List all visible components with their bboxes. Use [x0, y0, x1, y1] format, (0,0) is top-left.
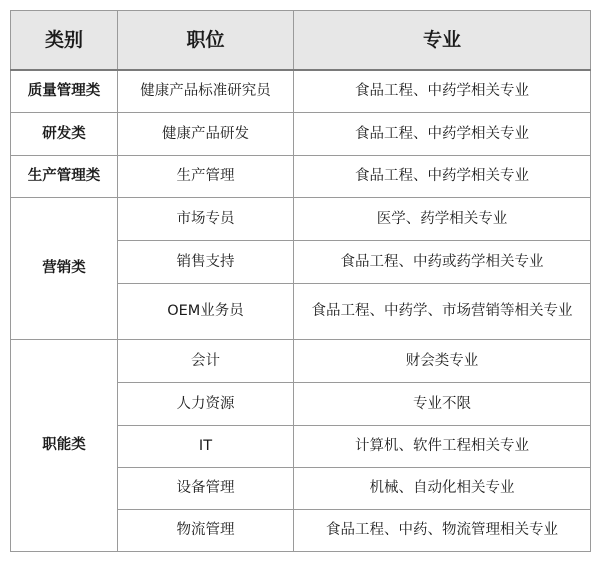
table-row: [11, 339, 591, 382]
table-header-row: [11, 11, 591, 71]
position-cell: OEM业务员: [118, 283, 294, 339]
major-cell: 计算机、软件工程相关专业: [294, 425, 591, 467]
header-position: 职位: [118, 11, 294, 71]
major-cell: 食品工程、中药、物流管理相关专业: [294, 509, 591, 551]
category-cell: 营销类: [11, 197, 118, 339]
category-cell: 研发类: [11, 112, 118, 155]
major-cell: 食品工程、中药学相关专业: [294, 112, 591, 155]
major-cell: 食品工程、中药学相关专业: [294, 155, 591, 197]
header-major: 专业: [294, 11, 591, 71]
category-cell: 质量管理类: [11, 70, 118, 112]
position-cell: IT: [118, 425, 294, 467]
header-category: 类别: [11, 11, 118, 71]
category-cell: 生产管理类: [11, 155, 118, 197]
position-cell: 健康产品研发: [118, 112, 294, 155]
major-cell: 医学、药学相关专业: [294, 197, 591, 240]
major-cell: 食品工程、中药学相关专业: [294, 70, 591, 112]
recruitment-table: [10, 10, 591, 552]
major-cell: 专业不限: [294, 382, 591, 425]
major-cell: 食品工程、中药学、市场营销等相关专业: [294, 283, 591, 339]
table-row: [11, 155, 591, 197]
table-row: [11, 197, 591, 240]
table-row: [11, 70, 591, 112]
table-row: [11, 112, 591, 155]
category-cell: 职能类: [11, 339, 118, 551]
major-cell: 机械、自动化相关专业: [294, 467, 591, 509]
position-cell: 销售支持: [118, 240, 294, 283]
major-cell: 财会类专业: [294, 339, 591, 382]
position-cell: 健康产品标准研究员: [118, 70, 294, 112]
position-cell: 市场专员: [118, 197, 294, 240]
position-cell: 设备管理: [118, 467, 294, 509]
position-cell: 会计: [118, 339, 294, 382]
position-cell: 生产管理: [118, 155, 294, 197]
major-cell: 食品工程、中药或药学相关专业: [294, 240, 591, 283]
position-cell: 物流管理: [118, 509, 294, 551]
position-cell: 人力资源: [118, 382, 294, 425]
